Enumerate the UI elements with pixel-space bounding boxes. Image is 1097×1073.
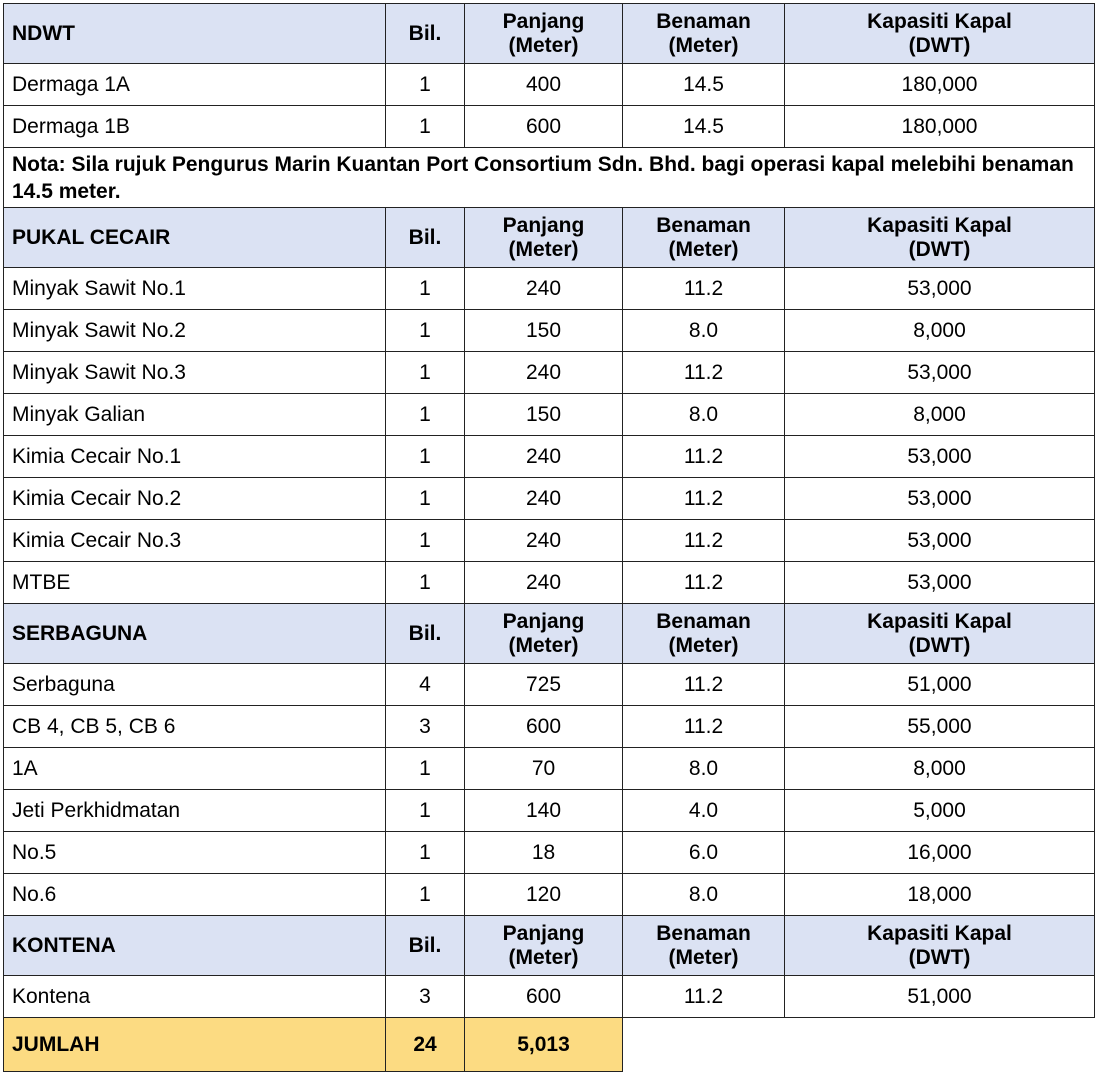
- berth-benaman: 11.2: [623, 268, 785, 310]
- column-header-benaman: [623, 208, 785, 268]
- header-line: (DWT): [908, 33, 971, 57]
- column-header-benaman: [623, 604, 785, 664]
- berth-kapasiti: 8,000: [785, 310, 1095, 352]
- berth-kapasiti: 53,000: [785, 352, 1095, 394]
- berth-panjang: 725: [465, 664, 623, 706]
- note-text: Nota: Sila rujuk Pengurus Marin Kuantan Port Consortium Sdn. Bhd. bagi operasi kapal melebihi benaman 14.5 meter.: [4, 148, 1095, 208]
- berth-kapasiti: 5,000: [785, 790, 1095, 832]
- berth-bil: 1: [386, 562, 465, 604]
- table-row: [4, 520, 1095, 562]
- berth-kapasiti: 16,000: [785, 832, 1095, 874]
- berth-kapasiti: 53,000: [785, 268, 1095, 310]
- table-row: [4, 706, 1095, 748]
- berth-kapasiti: 51,000: [785, 664, 1095, 706]
- table-row: [4, 832, 1095, 874]
- berth-bil: 1: [386, 352, 465, 394]
- berth-kapasiti: 53,000: [785, 562, 1095, 604]
- berth-kapasiti: 8,000: [785, 394, 1095, 436]
- header-line: Kapasiti Kapal: [867, 609, 1012, 633]
- section-header-kontena: [4, 916, 1095, 976]
- berth-panjang: 120: [465, 874, 623, 916]
- column-header-kapasiti: [785, 604, 1095, 664]
- table-row: [4, 268, 1095, 310]
- berth-panjang: 150: [465, 394, 623, 436]
- berth-benaman: 8.0: [623, 748, 785, 790]
- berth-name: No.5: [4, 832, 386, 874]
- berth-name: 1A: [4, 748, 386, 790]
- berth-benaman: 11.2: [623, 562, 785, 604]
- berth-benaman: 14.5: [623, 64, 785, 106]
- section-title: SERBAGUNA: [4, 604, 386, 664]
- table-row: [4, 748, 1095, 790]
- column-header-panjang: [465, 208, 623, 268]
- berth-kapasiti: 51,000: [785, 976, 1095, 1018]
- header-line: (DWT): [908, 633, 971, 657]
- column-header-kapasiti: [785, 4, 1095, 64]
- table-row: [4, 790, 1095, 832]
- total-label: JUMLAH: [4, 1018, 386, 1072]
- header-line: (Meter): [508, 237, 579, 261]
- berth-name: Dermaga 1B: [4, 106, 386, 148]
- berth-name: Kimia Cecair No.1: [4, 436, 386, 478]
- header-line: Panjang: [502, 213, 585, 237]
- total-panjang: 5,013: [465, 1018, 623, 1072]
- table-row: [4, 64, 1095, 106]
- berth-panjang: 18: [465, 832, 623, 874]
- berth-panjang: 240: [465, 520, 623, 562]
- header-line: (DWT): [908, 237, 971, 261]
- berth-benaman: 11.2: [623, 664, 785, 706]
- berth-bil: 1: [386, 790, 465, 832]
- berth-bil: 1: [386, 478, 465, 520]
- berth-panjang: 150: [465, 310, 623, 352]
- berth-benaman: 4.0: [623, 790, 785, 832]
- header-line: Panjang: [502, 9, 585, 33]
- column-header-benaman: [623, 916, 785, 976]
- header-line: Kapasiti Kapal: [867, 921, 1012, 945]
- table-row: [4, 478, 1095, 520]
- berth-name: Minyak Sawit No.3: [4, 352, 386, 394]
- berth-bil: 1: [386, 64, 465, 106]
- berth-kapasiti: 180,000: [785, 64, 1095, 106]
- berth-panjang: 240: [465, 562, 623, 604]
- berth-benaman: 11.2: [623, 478, 785, 520]
- berth-benaman: 11.2: [623, 352, 785, 394]
- header-line: Benaman: [656, 921, 751, 945]
- berth-name: Minyak Sawit No.2: [4, 310, 386, 352]
- section-header-ndwt: [4, 4, 1095, 64]
- berth-benaman: 8.0: [623, 310, 785, 352]
- berth-benaman: 8.0: [623, 394, 785, 436]
- berth-name: MTBE: [4, 562, 386, 604]
- table-row: [4, 106, 1095, 148]
- berth-benaman: 6.0: [623, 832, 785, 874]
- berth-name: Jeti Perkhidmatan: [4, 790, 386, 832]
- berth-benaman: 11.2: [623, 520, 785, 562]
- berth-bil: 1: [386, 394, 465, 436]
- berth-bil: 3: [386, 706, 465, 748]
- header-line: Benaman: [656, 609, 751, 633]
- table-row: [4, 874, 1095, 916]
- header-line: (Meter): [668, 237, 739, 261]
- table-row: [4, 664, 1095, 706]
- berth-benaman: 11.2: [623, 436, 785, 478]
- berth-benaman: 11.2: [623, 976, 785, 1018]
- berth-panjang: 600: [465, 976, 623, 1018]
- berth-name: CB 4, CB 5, CB 6: [4, 706, 386, 748]
- table-row: [4, 352, 1095, 394]
- header-line: Benaman: [656, 213, 751, 237]
- section-title: KONTENA: [4, 916, 386, 976]
- column-header-kapasiti: [785, 916, 1095, 976]
- header-line: Panjang: [502, 921, 585, 945]
- berth-benaman: 8.0: [623, 874, 785, 916]
- berth-kapasiti: 8,000: [785, 748, 1095, 790]
- berth-kapasiti: 18,000: [785, 874, 1095, 916]
- table-row: [4, 976, 1095, 1018]
- berth-bil: 4: [386, 664, 465, 706]
- section-header-pukal: [4, 208, 1095, 268]
- header-line: (Meter): [668, 633, 739, 657]
- berth-kapasiti: 53,000: [785, 520, 1095, 562]
- berth-kapasiti: 53,000: [785, 478, 1095, 520]
- header-line: Benaman: [656, 9, 751, 33]
- column-header-benaman: [623, 4, 785, 64]
- berth-name: Kimia Cecair No.3: [4, 520, 386, 562]
- column-header-panjang: [465, 604, 623, 664]
- header-line: (DWT): [908, 945, 971, 969]
- berth-panjang: 140: [465, 790, 623, 832]
- berth-bil: 1: [386, 832, 465, 874]
- header-line: (Meter): [668, 33, 739, 57]
- berth-bil: 1: [386, 520, 465, 562]
- section-title: NDWT: [4, 4, 386, 64]
- table-row: [4, 562, 1095, 604]
- berth-panjang: 240: [465, 268, 623, 310]
- header-line: Kapasiti Kapal: [867, 213, 1012, 237]
- total-row: [4, 1018, 1095, 1072]
- total-empty: [623, 1018, 1095, 1072]
- berth-bil: 1: [386, 268, 465, 310]
- column-header-bil: Bil.: [386, 604, 465, 664]
- berth-name: No.6: [4, 874, 386, 916]
- header-line: (Meter): [508, 33, 579, 57]
- berth-benaman: 14.5: [623, 106, 785, 148]
- berth-table-container: [3, 3, 1095, 1072]
- column-header-bil: Bil.: [386, 4, 465, 64]
- section-title: PUKAL CECAIR: [4, 208, 386, 268]
- header-line: (Meter): [508, 945, 579, 969]
- berth-bil: 1: [386, 874, 465, 916]
- berth-panjang: 600: [465, 106, 623, 148]
- berth-bil: 1: [386, 436, 465, 478]
- berth-panjang: 240: [465, 478, 623, 520]
- berth-panjang: 240: [465, 352, 623, 394]
- berth-kapasiti: 53,000: [785, 436, 1095, 478]
- berth-benaman: 11.2: [623, 706, 785, 748]
- column-header-bil: Bil.: [386, 208, 465, 268]
- berth-kapasiti: 55,000: [785, 706, 1095, 748]
- header-line: (Meter): [668, 945, 739, 969]
- berth-bil: 1: [386, 748, 465, 790]
- header-line: Panjang: [502, 609, 585, 633]
- total-bil: 24: [386, 1018, 465, 1072]
- berth-panjang: 240: [465, 436, 623, 478]
- berth-kapasiti: 180,000: [785, 106, 1095, 148]
- table-row: [4, 436, 1095, 478]
- berth-name: Minyak Sawit No.1: [4, 268, 386, 310]
- column-header-panjang: [465, 4, 623, 64]
- note-row: [4, 148, 1095, 208]
- berth-panjang: 600: [465, 706, 623, 748]
- berth-bil: 1: [386, 106, 465, 148]
- berth-bil: 1: [386, 310, 465, 352]
- table-row: [4, 310, 1095, 352]
- table-row: [4, 394, 1095, 436]
- berth-name: Kimia Cecair No.2: [4, 478, 386, 520]
- column-header-panjang: [465, 916, 623, 976]
- berth-name: Kontena: [4, 976, 386, 1018]
- berth-name: Serbaguna: [4, 664, 386, 706]
- berth-table-body: [4, 4, 1095, 1072]
- column-header-bil: Bil.: [386, 916, 465, 976]
- berth-name: Minyak Galian: [4, 394, 386, 436]
- berth-name: Dermaga 1A: [4, 64, 386, 106]
- berth-panjang: 70: [465, 748, 623, 790]
- header-line: Kapasiti Kapal: [867, 9, 1012, 33]
- berth-table: [3, 3, 1095, 1072]
- section-header-serbaguna: [4, 604, 1095, 664]
- berth-panjang: 400: [465, 64, 623, 106]
- column-header-kapasiti: [785, 208, 1095, 268]
- header-line: (Meter): [508, 633, 579, 657]
- berth-bil: 3: [386, 976, 465, 1018]
